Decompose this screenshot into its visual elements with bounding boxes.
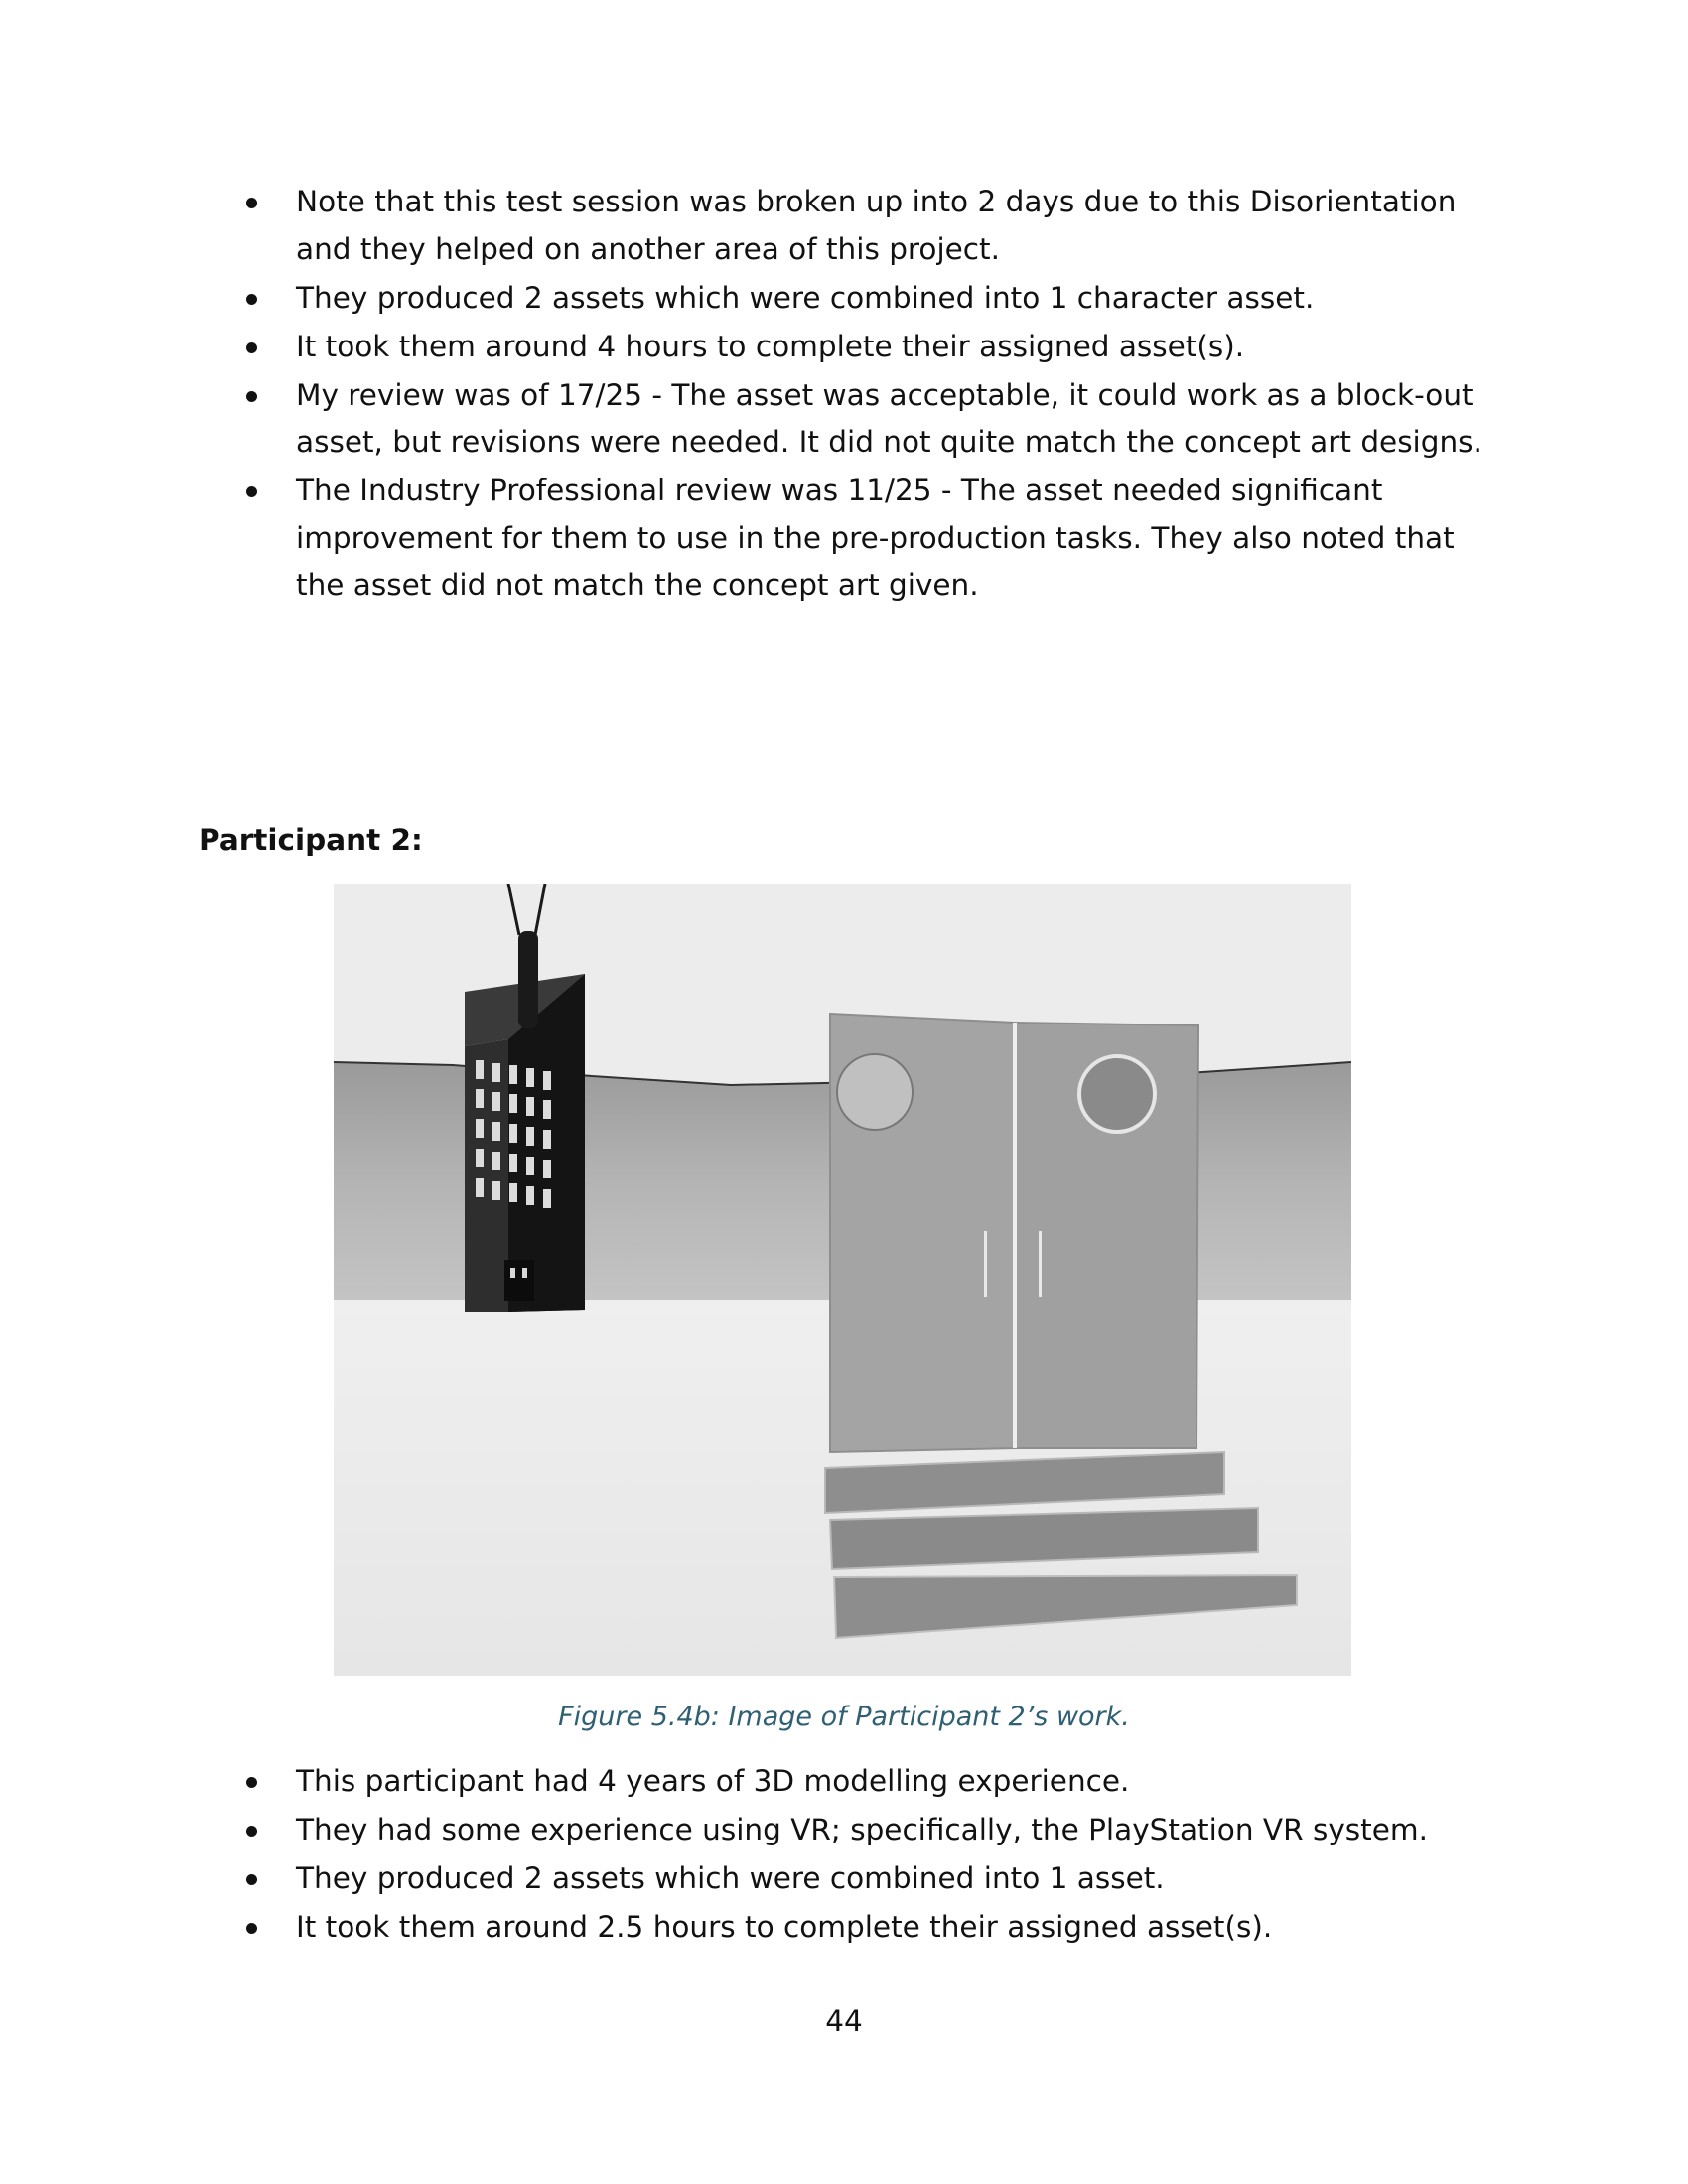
door-left-handle [984,1231,987,1297]
bullet-dot-icon [246,198,257,208]
door-left-window [837,1054,913,1130]
list-item: They had some experience using VR; specifically, the PlayStation VR system. [240,1807,1491,1854]
double-door-asset [830,1014,1198,1452]
bullet-dot-icon [246,391,257,402]
page-number: 44 [825,2004,863,2038]
section-heading: Participant 2: [199,823,423,857]
door-right-handle [1039,1231,1042,1297]
chimney-shape [518,931,538,1028]
bullet-dot-icon [246,294,257,305]
list-item: They produced 2 assets which were combined into 1 character asset. [240,275,1491,323]
bullet-list-bottom [240,1758,1491,1953]
bullet-dot-icon [246,1777,257,1788]
bullet-list-top [240,179,1491,611]
scene-illustration [334,884,1351,1676]
list-item: This participant had 4 years of 3D modelling experience. [240,1758,1491,1806]
bullet-dot-icon [246,1826,257,1837]
list-item: It took them around 2.5 hours to complete their assigned asset(s). [240,1904,1491,1952]
list-item: Note that this test session was broken up into 2 days due to this Disorientation and they helped on another area of this project. [240,179,1491,273]
building-door [504,1260,534,1301]
list-item: My review was of 17/25 - The asset was acceptable, it could work as a block-out asset, but revisions were needed. It did not quite match the concept art designs. [240,372,1491,467]
bullet-dot-icon [246,1874,257,1885]
participant-work-figure [334,884,1351,1676]
building-front-face [465,1039,508,1312]
list-item: It took them around 4 hours to complete their assigned asset(s). [240,324,1491,371]
bullet-dot-icon [246,486,257,497]
list-item: The Industry Professional review was 11/25 - The asset needed significant improvement for them to use in the pre-production tasks. They also noted that the asset did not match the concept art given. [240,468,1491,610]
bullet-dot-icon [246,1923,257,1934]
list-item: They produced 2 assets which were combined into 1 asset. [240,1855,1491,1903]
bullet-dot-icon [246,342,257,353]
figure-caption: Figure 5.4b: Image of Participant 2’s work. [558,1702,1130,1732]
door-right-window [1079,1056,1155,1132]
